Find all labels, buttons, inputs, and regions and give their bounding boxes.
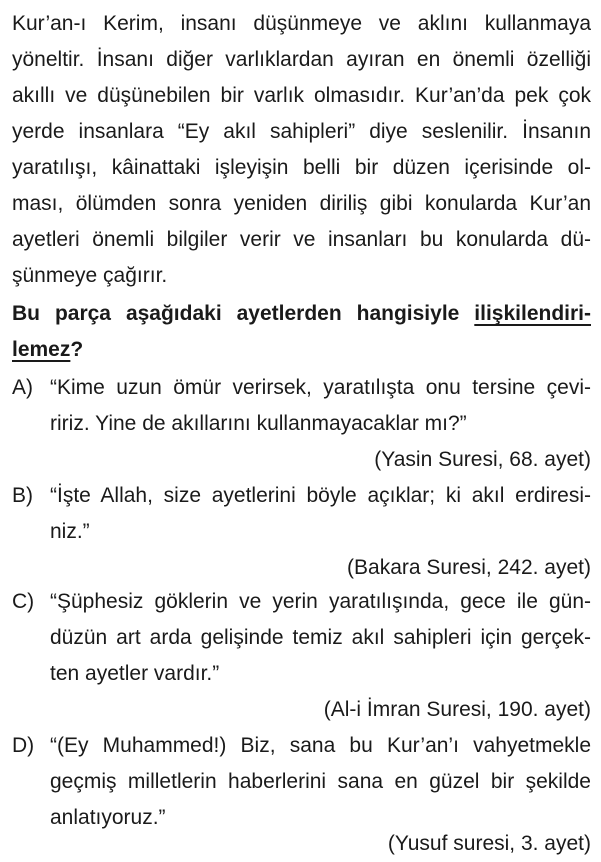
- option-a-label[interactable]: A): [12, 376, 33, 399]
- option-c-line-3[interactable]: ten ayetler vardır.”: [50, 662, 220, 685]
- option-c-source: (Al-i İmran Suresi, 190. ayet): [323, 698, 591, 721]
- option-b-line-2[interactable]: niz.”: [50, 520, 90, 543]
- question-line-1: [12, 296, 591, 332]
- passage-line-5: yaratılışı, kâinattaki işleyişin belli bir düzen içerisinde ol-: [12, 156, 591, 179]
- option-a-line-1[interactable]: “Kime uzun ömür verirsek, yaratılışta onu tersine çevi-: [50, 376, 591, 399]
- passage-line-6: ması, ölümden sonra yeniden diriliş gibi konularda Kur’an: [12, 192, 591, 215]
- option-c-line-2[interactable]: düzün art arda gelişinde temiz akıl sahipleri için gerçek-: [50, 626, 591, 649]
- option-b-source: (Bakara Suresi, 242. ayet): [347, 556, 591, 579]
- question-mark: ?: [70, 338, 84, 361]
- question-underlined-word-1: ilişkilendiri-: [474, 302, 591, 325]
- option-a-line-2[interactable]: ririz. Yine de akıllarını kullanmayacaklar mı?”: [50, 412, 467, 435]
- passage-line-1: Kur’an-ı Kerim, insanı düşünmeye ve aklını kullanmaya: [12, 12, 591, 35]
- passage-line-8: şünmeye çağırır.: [12, 264, 168, 287]
- passage-line-4: yerde insanlara “Ey akıl sahipleri” diye seslenilir. İnsanın: [12, 120, 591, 143]
- option-b-line-1[interactable]: “İşte Allah, size ayetlerini böyle açıklar; ki akıl erdiresi-: [50, 484, 591, 507]
- option-a-source: (Yasin Suresi, 68. ayet): [374, 448, 591, 471]
- passage-line-7: ayetleri önemli bilgiler verir ve insanları bu konularda dü-: [12, 228, 591, 251]
- option-b-label[interactable]: B): [12, 484, 33, 507]
- question-underlined-word-2: lemez: [12, 338, 71, 361]
- option-c-line-1[interactable]: “Şüphesiz göklerin ve yerin yaratılışında, gece ile gün-: [50, 590, 591, 613]
- passage-line-2: yöneltir. İnsanı diğer varlıklardan ayıran en önemli özelliği: [12, 48, 591, 71]
- option-d-label[interactable]: D): [12, 734, 35, 757]
- option-d-line-2[interactable]: geçmiş milletlerin haberlerini sana en güzel bir şekilde: [50, 770, 591, 793]
- passage-line-3: akıllı ve düşünebilen bir varlık olmasıdır. Kur’an’da pek çok: [12, 84, 591, 107]
- option-d-line-3[interactable]: anlatıyoruz.”: [50, 806, 166, 829]
- option-c-label[interactable]: C): [12, 590, 35, 613]
- option-d-line-1[interactable]: “(Ey Muhammed!) Biz, sana bu Kur’an’ı vahyetmekle: [50, 734, 591, 757]
- option-d-source: (Yusuf suresi, 3. ayet): [387, 832, 591, 855]
- question-line-2: [12, 332, 591, 368]
- question-text: Bu parça aşağıdaki ayetlerden hangisiyle: [12, 302, 475, 325]
